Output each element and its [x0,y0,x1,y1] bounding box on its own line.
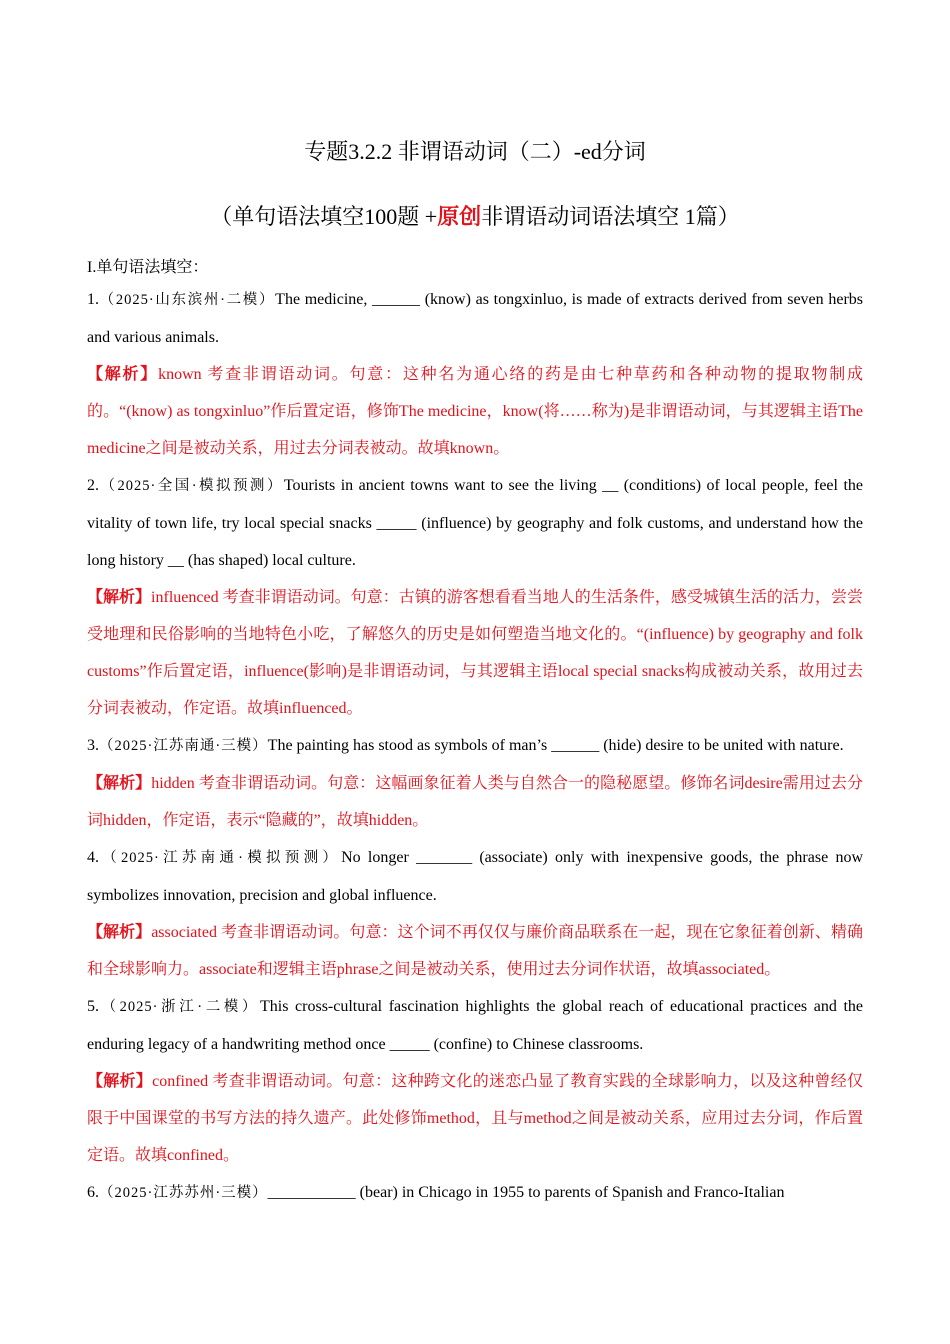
question-number: 6. [87,1184,99,1201]
analysis-item [87,1063,863,1174]
question-text: This cross-cultural fascination highlights the global reach of educational practices and the enduring legacy of a handwriting method once _____ (confine) to Chinese classrooms. [87,998,863,1053]
question-number: 1. [87,291,99,308]
analysis-tag: 【解析】 [87,924,152,941]
subtitle-suffix: 非谓语动词语法填空 1篇） [481,204,740,229]
question-source: （2025·山东滨州·二模） [99,292,276,308]
question-list [87,281,863,1212]
analysis-tag: 【解析】 [87,775,152,792]
analysis-text: associated 考查非谓语动词。句意：这个词不再仅仅与廉价商品联系在一起，现在它象征着创新、精确和全球影响力。associate和逻辑主语phrase之间是被动关系，使用过去分词作状语，故填associated。 [87,924,863,978]
subtitle-highlight: 原创 [437,204,482,229]
question-number: 2. [87,477,99,494]
section-heading: I.单句语法填空： [87,259,209,276]
analysis-text: hidden 考查非谓语动词。句意：这幅画象征着人类与自然合一的隐秘愿望。修饰名词desire需用过去分词hidden，作定语，表示“隐藏的”，故填hidden。 [87,775,863,829]
question-item [87,839,863,914]
question-source: （2025·江苏南通·模拟预测） [99,850,342,866]
question-text: Tourists in ancient towns want to see the living __ (conditions) of local people, feel the vitality of town life, try local special snacks _____ (influence) by geography and folk customs, and understand how the long history __ (has shaped) local culture. [87,477,863,569]
subtitle-prefix: （单句语法填空100题 + [210,204,438,229]
analysis-item [87,356,863,467]
question-item [87,727,863,765]
question-text: The medicine, ______ (know) as tongxinluo, is made of extracts derived from seven herbs and various animals. [87,291,863,346]
question-source: （2025·浙江·二模） [99,999,260,1015]
question-number: 5. [87,998,99,1015]
question-source: （2025·全国·模拟预测） [99,478,284,494]
question-item [87,1174,863,1212]
question-item [87,988,863,1063]
question-text: The painting has stood as symbols of man’s ______ (hide) desire to be united with nature. [267,737,844,754]
analysis-item [87,579,863,727]
page-subtitle [0,200,950,231]
analysis-item [87,914,863,988]
page-title: 专题3.2.2 非谓语动词（二）-ed分词 [304,139,646,164]
question-number: 3. [87,737,99,754]
analysis-text: known 考查非谓语动词。句意：这种名为通心络的药是由七种草药和各种动物的提取物制成的。“(know) as tongxinluo”作后置定语，修饰The medicine，know(将……称为)是非谓语动词，与其逻辑主语The medicine之间是被动关系，用过去分词表被动。故填known。 [87,366,863,457]
analysis-tag: 【解析】 [87,589,152,606]
question-text: No longer _______ (associate) only with inexpensive goods, the phrase now symbolizes innovation, precision and global influence. [87,849,863,904]
question-source: （2025·江苏南通·三模） [99,738,268,754]
question-number: 4. [87,849,99,866]
analysis-text: influenced 考查非谓语动词。句意：古镇的游客想看看当地人的生活条件，感受城镇生活的活力，尝尝受地理和民俗影响的当地特色小吃，了解悠久的历史是如何塑造当地文化的。“(influence) by geography and folk customs”作后置定语，influence(影响)是非谓语动词，与其逻辑主语local special snacks构成被动关系，故用过去分词表被动，作定语。故填influenced。 [87,589,863,717]
analysis-tag: 【解析】 [87,366,159,383]
question-item [87,281,863,356]
analysis-tag: 【解析】 [87,1073,153,1090]
analysis-text: confined 考查非谓语动词。句意：这种跨文化的迷恋凸显了教育实践的全球影响力，以及这种曾经仅限于中国课堂的书写方法的持久遗产。此处修饰method，且与method之间是被动关系，应用过去分词，作后置定语。故填confined。 [87,1073,863,1164]
question-source: （2025·江苏苏州·三模） [99,1185,268,1201]
question-item [87,467,863,579]
question-text: ___________ (bear) in Chicago in 1955 to parents of Spanish and Franco-Italian [267,1184,785,1201]
analysis-item [87,765,863,839]
